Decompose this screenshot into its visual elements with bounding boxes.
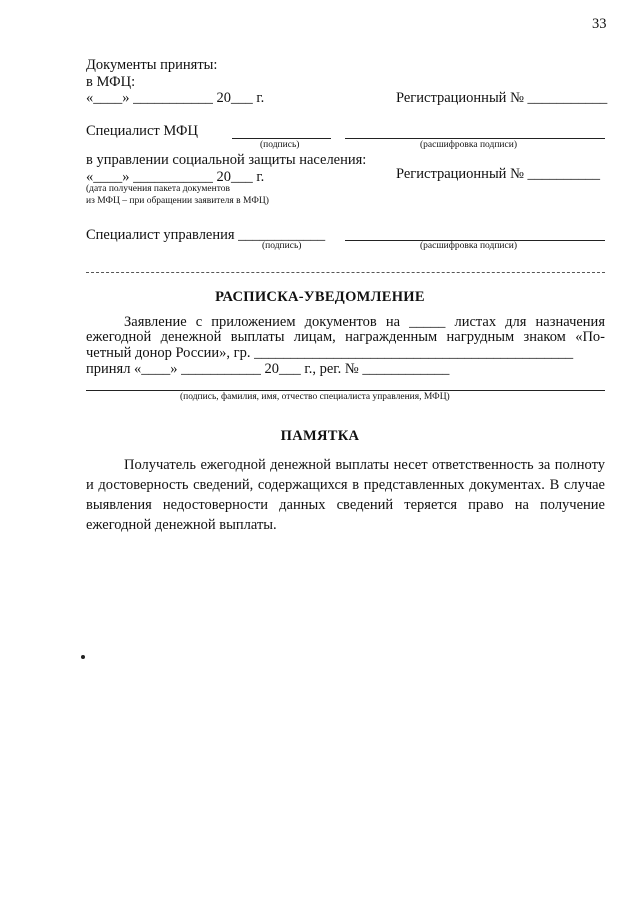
signature-caption-mfc: (подпись) — [260, 140, 300, 150]
specialist-dept-label: Специалист управления ____________ — [86, 227, 326, 243]
social-dept-label: в управлении социальной защиты населения: — [86, 152, 367, 168]
signature-line-mfc — [232, 138, 331, 139]
notice-signature-line — [86, 390, 605, 391]
page-number: 33 — [592, 16, 607, 32]
memo-title: ПАМЯТКА — [280, 428, 360, 444]
accepted-label: Документы приняты: — [86, 57, 218, 73]
specialist-mfc-label: Специалист МФЦ — [86, 123, 198, 139]
mfc-label: в МФЦ: — [86, 74, 136, 90]
notice-caption: (подпись, фамилия, имя, отчество специалиста управления, МФЦ) — [180, 392, 450, 402]
date-line-dept: «____» ___________ 20___ г. — [86, 169, 265, 185]
notice-line-4: принял «____» ___________ 20___ г., рег. № ____________ — [86, 361, 450, 377]
decryption-caption-mfc: (расшифровка подписи) — [420, 140, 517, 150]
notice-line-1: Заявление с приложением документов на _____ листах для назначения — [124, 314, 605, 330]
notice-line-3: четный донор России», гр. ____________________________________________ — [86, 345, 574, 361]
cut-line — [86, 272, 605, 273]
date-line-mfc: «____» ___________ 20___ г. — [86, 90, 265, 106]
date-note-line2: из МФЦ – при обращении заявителя в МФЦ) — [86, 196, 269, 206]
decryption-line-mfc — [345, 138, 605, 139]
decryption-caption-dept: (расшифровка подписи) — [420, 241, 517, 251]
memo-text: Получатель ежегодной денежной выплаты несет ответственность за полноту и достоверность сведений, содержащихся в представленных документах. В случае выявления недостоверности данных сведений теряется право на получение ежегодной денежной выплаты. — [86, 457, 605, 533]
scan-mark — [81, 655, 85, 659]
reg-number-mfc: Регистрационный № ___________ — [396, 90, 608, 106]
date-note-line1: (дата получения пакета документов — [86, 184, 230, 194]
reg-number-dept: Регистрационный № __________ — [396, 166, 601, 182]
signature-caption-dept: (подпись) — [262, 241, 302, 251]
notice-title: РАСПИСКА-УВЕДОМЛЕНИЕ — [215, 289, 425, 305]
notice-line-2: ежегодной денежной выплаты лицам, награжденным нагрудным знаком «По- — [86, 329, 605, 345]
